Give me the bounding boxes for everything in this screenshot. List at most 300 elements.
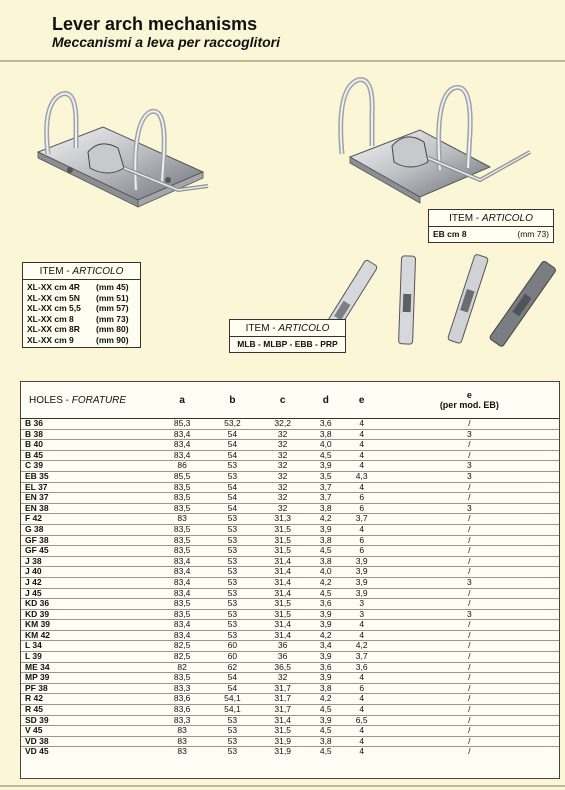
value-cell: 4 [344,705,380,716]
value-cell: 3,9 [344,577,380,588]
value-cell: 31,9 [274,746,291,757]
value-cell: 4,2 [308,630,344,641]
hole-code-cell: B 36 [21,419,157,430]
value-cell: 3,9 [308,652,344,663]
value-cell: 53,2 [207,419,257,430]
table-row [21,450,559,461]
value-cell: 3,5 [308,471,344,482]
value-cell: 4 [344,429,380,440]
item-code: XL-XX cm 8 [27,313,74,324]
page-title: Lever arch mechanisms [52,14,258,34]
value-cell: 4,5 [308,588,344,599]
item-label: ITEM - [449,213,482,224]
value-cell: 3,9 [308,524,344,535]
value-cell: 6 [344,683,380,694]
value-cell: 54 [207,450,257,461]
value-cell: 53 [207,736,257,747]
value-cell: 36,5 [258,662,308,673]
value-cell: 31,4 [258,556,308,567]
item-dimension: (mm 90) [96,334,129,345]
value-cell: 3,6 [344,662,380,673]
value-cell: 3 [380,503,559,514]
value-cell: 31,7 [258,694,308,705]
value-cell: 53 [207,546,257,557]
value-cell: 83,5 [157,546,207,557]
value-cell: 3,8 [308,736,344,747]
item-code: EB cm 8 [433,229,467,239]
table-row [21,705,559,716]
value-cell: 83,5 [157,609,207,620]
item-dimension: (mm 73) [517,229,549,239]
value-cell: 4 [344,440,380,451]
value-cell: 3,9 [344,567,380,578]
value-cell: 83 [177,746,187,757]
value-cell: 3,9 [308,715,344,726]
value-cell: 3,6 [308,599,344,610]
value-cell: 31,5 [258,609,308,620]
item-dimension: (mm 45) [96,282,129,292]
value-cell: 3,8 [308,683,344,694]
hole-code-cell: L 34 [21,641,157,652]
holes-table [20,381,560,779]
value-cell: 83,4 [157,630,207,641]
value-cell: / [380,694,559,705]
table-row [21,440,559,451]
hole-code-cell: R 42 [21,694,157,705]
value-cell: / [468,746,471,757]
column-header-b: b [207,382,257,419]
value-cell: / [380,630,559,641]
value-cell: 82,5 [157,652,207,663]
value-cell: 4,5 [308,546,344,557]
hole-code-cell: GF 38 [21,535,157,546]
value-cell: 53 [207,630,257,641]
table-row [21,726,559,737]
value-cell: 4 [344,630,380,641]
value-cell: 31,4 [258,577,308,588]
value-cell: 3 [380,461,559,472]
hole-code-cell: B 45 [21,450,157,461]
value-cell: / [380,673,559,684]
value-cell: 32 [258,461,308,472]
value-cell: 53 [207,514,257,525]
value-cell: 54,1 [207,694,257,705]
value-cell: 32 [258,503,308,514]
value-cell: 83,4 [157,620,207,631]
hole-code-cell: R 45 [21,705,157,716]
value-cell: 32,2 [258,419,308,430]
value-cell: 3 [344,609,380,620]
item-code: XL-XX cm 4R [27,282,80,292]
hole-code-cell: J 40 [21,567,157,578]
value-cell: 83,6 [157,705,207,716]
value-cell: 31,3 [258,514,308,525]
value-cell: 83,3 [157,683,207,694]
table-row [21,694,559,705]
value-cell: 54 [207,683,257,694]
value-cell: 31,5 [258,726,308,737]
hole-code-cell: VD 38 [21,736,157,747]
item-row [23,314,140,325]
value-cell: 3,6 [308,419,344,430]
item-row [23,293,140,304]
value-cell: / [380,662,559,673]
value-cell: 31,4 [258,715,308,726]
value-cell: 82,5 [157,641,207,652]
table-row [21,609,559,620]
table-row [21,588,559,599]
item-box-left-header [23,263,140,280]
value-cell: 3,4 [308,641,344,652]
item-label: ITEM - [245,323,279,334]
table-row [21,620,559,631]
value-cell: 60 [207,652,257,663]
value-cell: 32 [258,493,308,504]
table-row [21,429,559,440]
value-cell: / [380,493,559,504]
value-cell: 31,9 [258,736,308,747]
value-cell: 3,8 [308,535,344,546]
value-cell: 4,3 [344,471,380,482]
item-box-left [22,262,141,348]
value-cell: / [380,736,559,747]
value-cell: 83,4 [157,450,207,461]
hole-code-cell: PF 38 [21,683,157,694]
item-dimension: (mm 57) [96,303,129,313]
hole-code-cell: KD 36 [21,599,157,610]
lever-arch-mechanism-image-left [28,82,218,232]
value-cell: 4,0 [308,440,344,451]
value-cell: 3,8 [308,556,344,567]
value-cell: 54 [207,482,257,493]
value-cell: 54 [207,493,257,504]
table-row [21,673,559,684]
value-cell: 3 [380,577,559,588]
value-cell: 4 [344,673,380,684]
top-divider [0,60,565,62]
hole-code-cell: C 39 [21,461,157,472]
item-box-right [428,209,554,243]
table-row [21,493,559,504]
value-cell: 4,5 [308,726,344,737]
value-cell: / [380,440,559,451]
value-cell: 53 [207,620,257,631]
item-dimension: (mm 80) [96,324,129,334]
value-cell: 62 [207,662,257,673]
table-row [21,567,559,578]
value-cell: 3,9 [308,461,344,472]
value-cell: 36 [258,641,308,652]
hole-code-cell: SD 39 [21,715,157,726]
value-cell: 6 [344,493,380,504]
value-cell: 83,5 [157,673,207,684]
value-cell: 86 [157,461,207,472]
bottom-divider [0,785,565,787]
value-cell: 6,5 [344,715,380,726]
value-cell: 54 [207,673,257,684]
value-cell: 31,5 [258,535,308,546]
hole-code-cell: EB 35 [21,471,157,482]
value-cell: 3,8 [308,429,344,440]
value-cell: 83,5 [157,503,207,514]
hole-code-cell: G 38 [21,524,157,535]
item-row [23,282,140,293]
value-cell: 83,4 [157,577,207,588]
page-subtitle: Meccanismi a leva per raccoglitori [52,34,280,50]
value-cell: 31,4 [258,620,308,631]
value-cell: 54 [207,503,257,514]
value-cell: 4 [344,726,380,737]
value-cell: / [380,683,559,694]
value-cell: / [380,482,559,493]
value-cell: 6 [344,546,380,557]
value-cell: 53 [207,715,257,726]
articolo-label: ARTICOLO [72,266,124,277]
value-cell: / [380,556,559,567]
table-row [21,715,559,726]
value-cell: 3,9 [344,556,380,567]
value-cell: 85,5 [157,471,207,482]
value-cell: / [380,419,559,430]
item-dimension: (mm 51) [96,292,129,303]
column-header-holes: HOLES - FORATURE [21,382,157,419]
table-row [21,503,559,514]
value-cell: 4 [344,419,380,430]
table-row [21,471,559,482]
table-row [21,736,559,747]
value-cell: 53 [207,726,257,737]
value-cell: 53 [207,577,257,588]
value-cell: / [380,524,559,535]
hole-code-cell: KM 42 [21,630,157,641]
value-cell: 83,4 [157,588,207,599]
value-cell: 83,5 [157,482,207,493]
value-cell: 4 [344,694,380,705]
value-cell: 54,1 [207,705,257,716]
value-cell: 4,0 [308,567,344,578]
value-cell: 83,5 [157,599,207,610]
table-row [21,419,559,430]
item-row [230,339,345,350]
table-row [21,577,559,588]
value-cell: 32 [258,429,308,440]
value-cell: 31,7 [258,705,308,716]
hole-code-cell: KD 39 [21,609,157,620]
value-cell: 53 [207,588,257,599]
value-cell: 4 [344,736,380,747]
value-cell: 3 [380,609,559,620]
value-cell: 53 [207,567,257,578]
table-row [21,630,559,641]
value-cell: / [380,588,559,599]
value-cell: 4,2 [308,694,344,705]
value-cell: 31,7 [258,683,308,694]
hole-code-cell: EL 37 [21,482,157,493]
value-cell: 3,7 [344,514,380,525]
value-cell: 3,6 [308,662,344,673]
table-row [21,535,559,546]
value-cell: / [380,535,559,546]
column-header-a: a [157,382,207,419]
value-cell: 3,9 [344,588,380,599]
item-box-right-header [429,210,553,227]
value-cell: 4,5 [308,450,344,461]
value-cell: 4 [344,450,380,461]
column-header-e-eb: e (per mod. EB) [380,382,559,419]
item-row [23,303,140,314]
value-cell: 32 [258,482,308,493]
value-cell: 53 [207,599,257,610]
hole-code-cell: VD 45 [25,746,49,757]
value-cell: / [380,726,559,737]
hole-code-cell: F 42 [21,514,157,525]
value-cell: 4 [344,461,380,472]
hole-code-cell: B 38 [21,429,157,440]
hole-code-cell: KM 39 [21,620,157,631]
table-row [21,514,559,525]
value-cell: / [380,705,559,716]
hole-code-cell: V 45 [21,726,157,737]
value-cell: 3 [344,599,380,610]
value-cell: 3,7 [308,493,344,504]
item-row [429,229,553,240]
value-cell: 32 [258,673,308,684]
value-cell: 53 [227,746,238,757]
value-cell: 3,7 [344,652,380,663]
value-cell: 83 [157,514,207,525]
table-row [21,662,559,673]
value-cell: / [380,715,559,726]
value-cell: 83,4 [157,567,207,578]
value-cell: 31,4 [258,588,308,599]
value-cell: 53 [207,609,257,620]
hole-code-cell: EN 38 [21,503,157,514]
value-cell: 82 [157,662,207,673]
value-cell: 83,5 [157,535,207,546]
articolo-label: ARTICOLO [278,323,330,334]
value-cell: / [380,599,559,610]
value-cell: 4 [344,620,380,631]
value-cell: 31,4 [258,567,308,578]
value-cell: 53 [207,535,257,546]
value-cell: 6 [344,535,380,546]
value-cell: 83,3 [157,715,207,726]
value-cell: 32 [258,450,308,461]
value-cell: 4,2 [344,641,380,652]
articolo-label: ARTICOLO [481,213,533,224]
value-cell: 85,3 [157,419,207,430]
value-cell: / [380,567,559,578]
value-cell: 4 [344,524,380,535]
value-cell: / [380,450,559,461]
item-code: MLB - MLBP - EBB - PRP [237,339,338,349]
lever-arch-mechanism-image-right [330,72,550,207]
table-row [21,683,559,694]
table-row [21,556,559,567]
item-box-middle-header [230,320,345,337]
value-cell: / [380,641,559,652]
hole-code-cell: B 40 [21,440,157,451]
value-cell: 4 [359,746,365,757]
value-cell: 3,7 [308,482,344,493]
item-dimension: (mm 73) [96,313,129,324]
table-row [21,641,559,652]
item-label: ITEM - [39,266,73,277]
value-cell: 4,2 [308,514,344,525]
item-box-middle [229,319,346,353]
compressor-strips-image [318,252,558,352]
value-cell: 83 [157,736,207,747]
value-cell: 54 [207,429,257,440]
item-code: XL-XX cm 5,5 [27,303,81,313]
value-cell: 31,5 [258,546,308,557]
value-cell: 54 [207,440,257,451]
value-cell: / [380,514,559,525]
value-cell: 83 [157,726,207,737]
hole-code-cell: MP 39 [21,673,157,684]
value-cell: 83,4 [157,440,207,451]
value-cell: 36 [258,652,308,663]
value-cell: 53 [207,524,257,535]
item-row [23,335,140,346]
value-cell: / [380,546,559,557]
value-cell: 83,6 [157,694,207,705]
table-row [21,652,559,663]
value-cell: 3,9 [308,620,344,631]
table-row [21,482,559,493]
table-row [21,546,559,557]
value-cell: / [380,620,559,631]
value-cell: 83,5 [157,524,207,535]
value-cell: 83,4 [157,429,207,440]
item-code: XL-XX cm 9 [27,334,74,345]
value-cell: 53 [207,556,257,567]
value-cell: 31,4 [258,630,308,641]
hole-code-cell: ME 34 [21,662,157,673]
value-cell: 53 [207,471,257,482]
value-cell: 83,4 [157,556,207,567]
value-cell: 32 [258,440,308,451]
column-header-d: d [308,382,344,419]
column-header-e: e [344,382,380,419]
value-cell: 4,2 [308,577,344,588]
value-cell: 32 [258,471,308,482]
item-code: XL-XX cm 8R [27,324,80,334]
value-cell: 31,5 [258,599,308,610]
value-cell: / [380,652,559,663]
hole-code-cell: J 45 [21,588,157,599]
value-cell: 4,5 [319,746,332,757]
header [52,14,280,51]
value-cell: 3,9 [308,609,344,620]
value-cell: 60 [207,641,257,652]
hole-code-cell: J 42 [21,577,157,588]
table-row [21,599,559,610]
hole-code-cell: J 38 [21,556,157,567]
value-cell: 3,8 [308,503,344,514]
value-cell: 31,5 [258,524,308,535]
value-cell: 3,9 [308,673,344,684]
column-header-c: c [258,382,308,419]
value-cell: 4,5 [308,705,344,716]
value-cell: 6 [344,503,380,514]
value-cell: 53 [207,461,257,472]
table-row [21,524,559,535]
hole-code-cell: L 39 [21,652,157,663]
table-row [21,747,559,757]
value-cell: 83,5 [157,493,207,504]
value-cell: 4 [344,482,380,493]
